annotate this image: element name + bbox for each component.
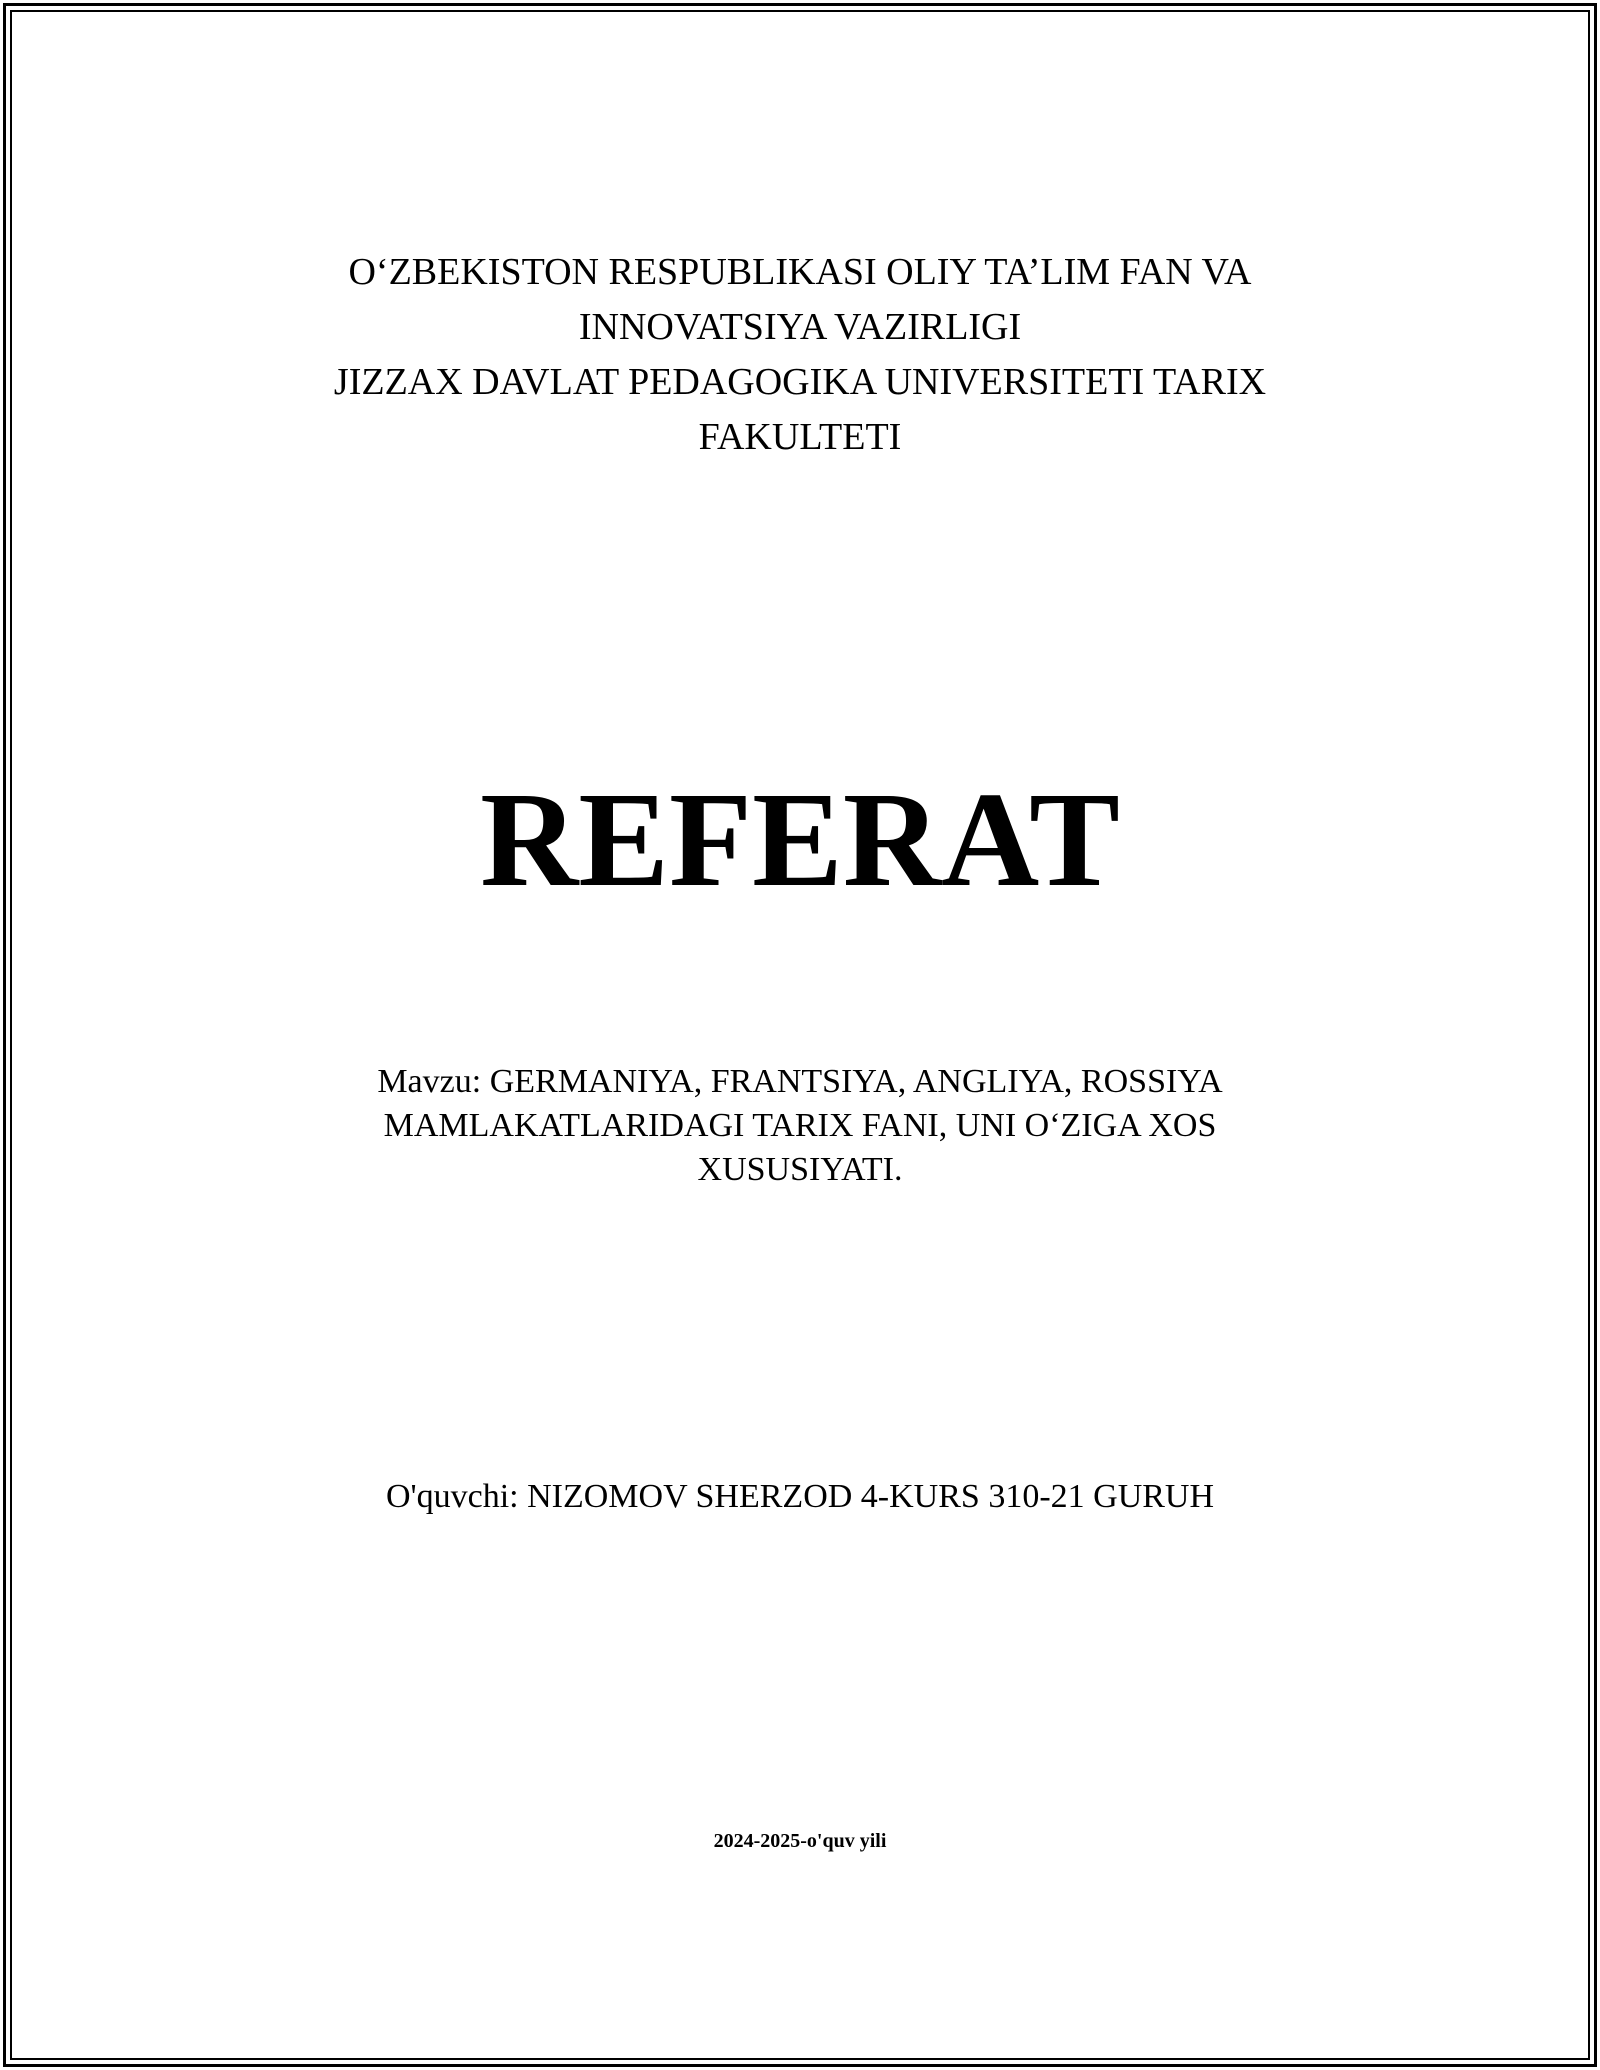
topic-block [0,1060,1600,1192]
header-line: O‘ZBEKISTON RESPUBLIKASI OLIY TA’LIM FAN VA [348,251,1252,293]
institution-header [0,245,1600,465]
topic-line: Mavzu: GERMANIYA, FRANTSIYA, ANGLIYA, ROSSIYA [377,1063,1223,1100]
academic-year: 2024-2025-o'quv yili [713,1830,887,1852]
header-line: JIZZAX DAVLAT PEDAGOGIKA UNIVERSITETI TARIX [333,361,1267,403]
header-line: INNOVATSIYA VAZIRLIGI [578,306,1022,348]
topic-line: XUSUSIYATI. [697,1151,903,1188]
header-line: FAKULTETI [698,416,902,458]
document-title: REFERAT [480,765,1120,915]
student-info: O'quvchi: NIZOMOV SHERZOD 4-KURS 310-21 GURUH [385,1478,1215,1515]
topic-line: MAMLAKATLARIDAGI TARIX FANI, UNI O‘ZIGA XOS [383,1107,1217,1144]
